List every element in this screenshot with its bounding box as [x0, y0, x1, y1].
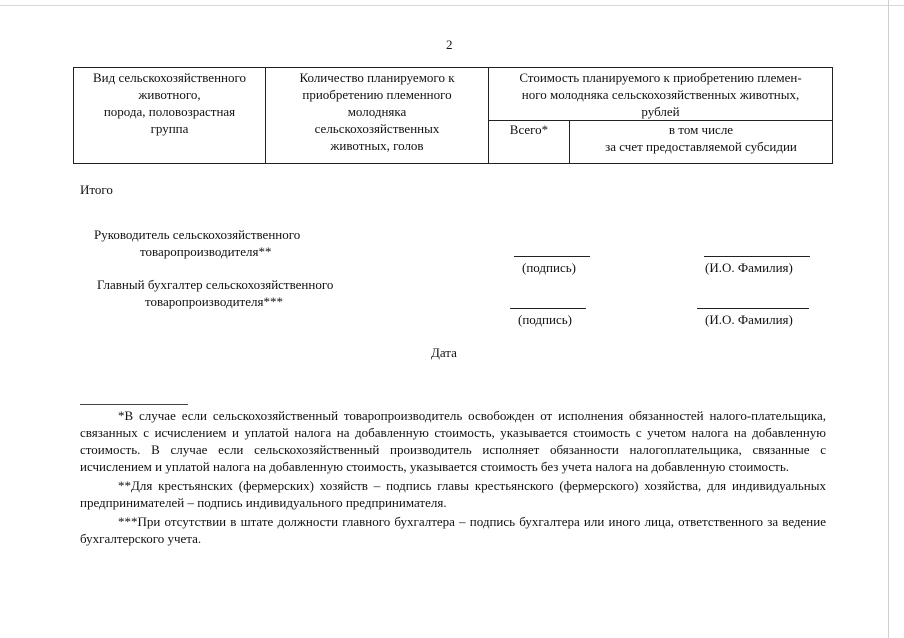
- table-header-cost: Стоимость планируемого к приобретению племен- ного молодняка сельскохозяйственных животных, рублей: [489, 68, 833, 121]
- head-name-caption: (И.О. Фамилия): [705, 260, 793, 275]
- scan-edge-right: [888, 0, 889, 638]
- head-signature-line: [514, 256, 590, 257]
- total-label: Итого: [80, 182, 113, 197]
- table-header-animal-type: Вид сельскохозяйственного животного, порода, половозрастная группа: [74, 68, 266, 164]
- head-label-line1: Руководитель сельскохозяйственного: [94, 227, 301, 242]
- footnote-1: *В случае если сельскохозяйственный товаропроизводитель освобожден от исполнения обязанностей налого-плательщика, связанных с исчислением и уплатой налога на добавленную стоимость, указывается стоимость с учетом налога на добавленную стоимость. В случае если сельскохозяйственный производитель исполняет обязанности налогоплательщика, связанные с исчислением и уплатой налога на добавленную стоимость, указывается стоимость без учета налога на добавленную стоимость.: [80, 408, 826, 474]
- accountant-label-line1: Главный бухгалтер сельскохозяйственного: [97, 277, 334, 292]
- accountant-name-caption: (И.О. Фамилия): [705, 312, 793, 327]
- table-header-subsidy: в том числе за счет предоставляемой субсидии: [570, 121, 833, 164]
- footnote-2: **Для крестьянских (фермерских) хозяйств – подпись главы крестьянского (фермерского) хозяйства, для индивидуальных предпринимателей – подпись индивидуального предпринимателя.: [80, 478, 826, 510]
- head-label-line2: товаропроизводителя**: [140, 244, 272, 259]
- date-label: Дата: [431, 345, 457, 360]
- footnotes: [80, 407, 826, 549]
- footnote-separator: [80, 404, 188, 405]
- footnote-3: ***При отсутствии в штате должности главного бухгалтера – подпись бухгалтера или иного лица, ответственного за ведение бухгалтерского учета.: [80, 514, 826, 546]
- table-header-quantity: Количество планируемого к приобретению племенного молодняка сельскохозяйственных животных, голов: [266, 68, 489, 164]
- head-name-line: [704, 256, 810, 257]
- accountant-label-line2: товаропроизводителя***: [145, 294, 283, 309]
- scan-edge-top: [0, 5, 904, 6]
- accountant-signature-caption: (подпись): [518, 312, 572, 327]
- page-number: 2: [446, 37, 453, 52]
- table-header-total: Всего*: [489, 121, 570, 164]
- accountant-signature-line: [510, 308, 586, 309]
- subsidy-table: [73, 67, 833, 164]
- accountant-name-line: [697, 308, 809, 309]
- head-signature-caption: (подпись): [522, 260, 576, 275]
